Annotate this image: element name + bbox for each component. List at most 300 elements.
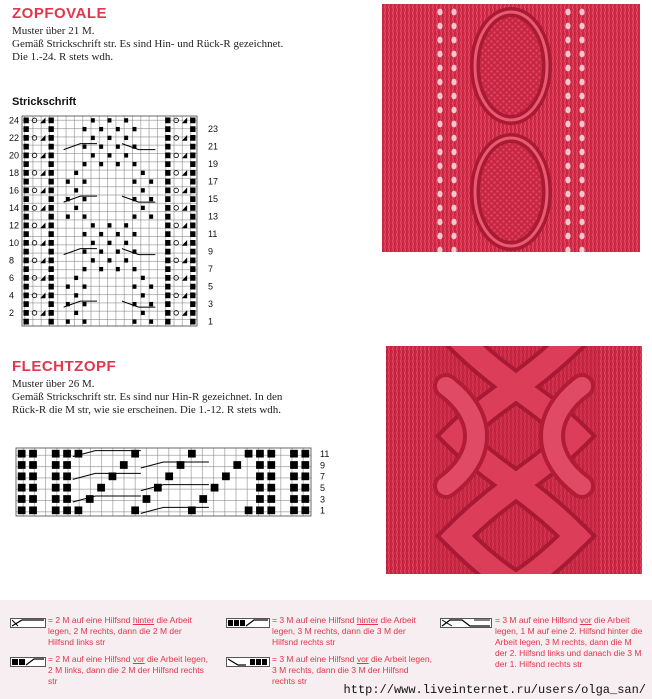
section1-line1: Muster über 21 M.	[12, 25, 95, 37]
chart2-row-number: 3	[320, 494, 326, 505]
purl-mark	[116, 249, 120, 253]
purl-mark	[267, 472, 275, 480]
purl-mark	[165, 214, 170, 220]
legend-item-3: = 3 M auf eine Hilfsnd hinter die Arbeit legen, 3 M rechts, dann die 3 M der Hilfsnd rechts str	[272, 615, 416, 647]
purl-mark	[165, 170, 170, 176]
purl-mark	[108, 118, 112, 122]
purl-mark	[83, 179, 87, 183]
purl-mark	[49, 319, 54, 325]
eyelet-hole	[565, 65, 570, 72]
eyelet-hole	[579, 37, 584, 44]
purl-mark	[267, 506, 275, 514]
purl-mark	[301, 461, 309, 469]
purl-mark	[165, 275, 170, 281]
purl-mark	[66, 214, 70, 218]
purl-mark	[52, 472, 60, 480]
purl-mark	[49, 196, 54, 202]
knit-photo-braid-cable	[386, 346, 642, 574]
purl-mark	[49, 223, 54, 229]
purl-mark	[124, 258, 128, 262]
purl-mark	[149, 284, 153, 288]
cable-3-3-back-symbol	[226, 618, 270, 628]
eyelet-hole	[451, 51, 456, 58]
purl-mark	[24, 223, 29, 229]
purl-mark	[124, 241, 128, 245]
purl-mark	[256, 506, 264, 514]
purl-mark	[116, 127, 120, 131]
purl-mark	[91, 241, 95, 245]
purl-mark	[24, 284, 29, 290]
purl-mark	[83, 232, 87, 236]
eyelet-hole	[451, 121, 456, 128]
chart1-row-number: 15	[208, 194, 219, 205]
purl-mark	[29, 495, 37, 503]
eyelet-hole	[437, 93, 442, 100]
purl-mark	[165, 179, 170, 185]
purl-mark	[190, 249, 195, 255]
purl-mark	[49, 293, 54, 299]
purl-mark	[165, 319, 170, 325]
chart2-row-number: 9	[320, 460, 326, 471]
purl-mark	[190, 205, 195, 211]
eyelet-hole	[437, 149, 442, 156]
purl-mark	[165, 240, 170, 246]
eyelet-hole	[565, 79, 570, 86]
purl-mark	[49, 126, 54, 132]
eyelet-hole	[579, 51, 584, 58]
purl-mark	[190, 126, 195, 132]
chart1-label: Strickschrift	[12, 96, 77, 108]
purl-mark	[165, 266, 170, 272]
eyelet-hole	[579, 205, 584, 212]
purl-mark	[290, 450, 298, 458]
purl-mark	[49, 240, 54, 246]
purl-mark	[52, 506, 60, 514]
knit-photo-oval-cable	[382, 4, 640, 252]
zopfovale-chart	[8, 112, 230, 334]
purl-mark	[301, 495, 309, 503]
purl-mark	[99, 267, 103, 271]
eyelet-hole	[579, 219, 584, 226]
chart1-row-number: 22	[9, 132, 20, 143]
purl-mark	[52, 461, 60, 469]
purl-mark	[74, 276, 78, 280]
purl-mark	[52, 484, 60, 492]
purl-mark	[29, 506, 37, 514]
purl-mark	[49, 301, 54, 307]
chart1-row-number: 8	[9, 255, 15, 266]
eyelet-hole	[437, 135, 442, 142]
purl-mark	[149, 179, 153, 183]
eyelet-hole	[437, 65, 442, 72]
purl-mark	[24, 161, 29, 167]
purl-mark	[267, 484, 275, 492]
eyelet-hole	[437, 163, 442, 170]
purl-mark	[190, 179, 195, 185]
purl-mark	[108, 153, 112, 157]
eyelet-hole	[579, 135, 584, 142]
purl-mark	[83, 144, 87, 148]
purl-mark	[149, 302, 153, 306]
eyelet-hole	[579, 233, 584, 240]
eyelet-hole	[579, 149, 584, 156]
legend-item-2: = 2 M auf eine Hilfsnd vor die Arbeit legen, 2 M links, dann die 2 M der Hilfsnd rechts str	[48, 654, 208, 686]
purl-mark	[83, 319, 87, 323]
purl-mark	[190, 258, 195, 264]
eyelet-hole	[565, 205, 570, 212]
purl-mark	[116, 162, 120, 166]
purl-mark	[97, 484, 105, 492]
purl-mark	[18, 450, 26, 458]
purl-mark	[190, 284, 195, 290]
section2-line1: Muster über 26 M.	[12, 378, 95, 390]
purl-mark	[24, 319, 29, 325]
eyelet-hole	[579, 23, 584, 30]
purl-mark	[233, 461, 241, 469]
legend-item-5: = 3 M auf eine Hilfsnd vor die Arbeit legen, 1 M auf eine 2. Hilfsnd hinter die Arbeit legen, 3 M rechts, dann die M der 2. Hilfsnd links und danach die 3 M der 1. Hilfsnd rechts str	[495, 615, 643, 669]
eyelet-hole	[451, 37, 456, 44]
eyelet-hole	[565, 163, 570, 170]
flechtzopf-photo	[386, 346, 642, 574]
chart1-row-number: 6	[9, 272, 15, 283]
purl-mark	[74, 293, 78, 297]
eyelet-hole	[579, 163, 584, 170]
purl-mark	[99, 232, 103, 236]
purl-mark	[149, 214, 153, 218]
chart2-row-number: 5	[320, 483, 326, 494]
chart1-row-number: 24	[9, 115, 20, 126]
eyelet-hole	[437, 51, 442, 58]
purl-mark	[24, 231, 29, 237]
cable-3-1-3-symbol	[440, 618, 492, 628]
purl-mark	[190, 188, 195, 194]
chart2-row-number: 7	[320, 471, 326, 482]
chart1-grid	[22, 116, 197, 326]
cable-2-2-back-symbol	[10, 618, 46, 628]
eyelet-hole	[565, 191, 570, 198]
purl-mark	[83, 302, 87, 306]
chart1-row-number: 1	[208, 316, 214, 327]
legend-item-1: = 2 M auf eine Hilfsnd hinter die Arbeit legen, 2 M rechts, dann die 2 M der Hilfsnd links str	[48, 615, 192, 647]
purl-mark	[124, 153, 128, 157]
purl-mark	[245, 450, 253, 458]
purl-mark	[108, 136, 112, 140]
purl-mark	[190, 240, 195, 246]
purl-mark	[190, 135, 195, 141]
purl-mark	[256, 461, 264, 469]
purl-mark	[99, 144, 103, 148]
eyelet-hole	[451, 163, 456, 170]
purl-mark	[83, 214, 87, 218]
purl-mark	[49, 144, 54, 150]
eyelet-hole	[579, 177, 584, 184]
purl-mark	[165, 153, 170, 159]
purl-mark	[74, 188, 78, 192]
chart2-row-number: 11	[320, 449, 330, 460]
purl-mark	[124, 118, 128, 122]
purl-mark	[190, 118, 195, 124]
purl-mark	[29, 472, 37, 480]
purl-mark	[49, 275, 54, 281]
chart2-grid	[16, 448, 311, 516]
chart1-row-number: 21	[208, 141, 219, 152]
purl-mark	[49, 310, 54, 316]
purl-mark	[24, 266, 29, 272]
chart1-row-number: 4	[9, 290, 15, 301]
flechtzopf-chart	[12, 444, 342, 522]
eyelet-hole	[437, 37, 442, 44]
chart1-row-number: 20	[9, 150, 20, 161]
purl-mark	[131, 506, 139, 514]
purl-mark	[165, 310, 170, 316]
purl-mark	[199, 495, 207, 503]
chart1-row-number: 2	[9, 307, 15, 318]
purl-mark	[83, 284, 87, 288]
section2-title: FLECHTZOPF	[12, 358, 117, 375]
cable-3-3-front-symbol	[226, 657, 270, 667]
purl-mark	[18, 506, 26, 514]
eyelet-hole	[565, 121, 570, 128]
purl-mark	[18, 495, 26, 503]
eyelet-hole	[579, 121, 584, 128]
eyelet-hole	[437, 177, 442, 184]
chart1-row-number: 18	[9, 167, 20, 178]
section1-line2: Gemäß Strickschrift str. Es sind Hin- und Rück-R gezeichnet.	[12, 38, 284, 50]
purl-mark	[24, 205, 29, 211]
purl-mark	[141, 188, 145, 192]
purl-mark	[120, 461, 128, 469]
eyelet-hole	[451, 93, 456, 100]
purl-mark	[190, 170, 195, 176]
purl-mark	[301, 472, 309, 480]
chart1-row-number: 12	[9, 220, 20, 231]
purl-mark	[49, 161, 54, 167]
purl-mark	[99, 249, 103, 253]
purl-mark	[190, 214, 195, 220]
purl-mark	[149, 319, 153, 323]
purl-mark	[24, 126, 29, 132]
purl-mark	[66, 284, 70, 288]
purl-mark	[24, 240, 29, 246]
eyelet-hole	[565, 233, 570, 240]
purl-mark	[29, 450, 37, 458]
purl-mark	[133, 214, 137, 218]
purl-mark	[256, 495, 264, 503]
legend-item-4: = 3 M auf eine Hilfsnd vor die Arbeit legen, 3 M rechts, dann die 3 M der Hilfsnd rechts str	[272, 654, 432, 686]
purl-mark	[24, 153, 29, 159]
eyelet-hole	[437, 107, 442, 114]
purl-mark	[66, 179, 70, 183]
purl-mark	[63, 461, 71, 469]
purl-mark	[133, 179, 137, 183]
eyelet-hole	[451, 177, 456, 184]
purl-mark	[91, 258, 95, 262]
purl-mark	[222, 472, 230, 480]
purl-mark	[141, 206, 145, 210]
eyelet-hole	[579, 191, 584, 198]
purl-mark	[18, 484, 26, 492]
eyelet-hole	[565, 93, 570, 100]
purl-mark	[211, 484, 219, 492]
purl-mark	[165, 196, 170, 202]
purl-mark	[133, 284, 137, 288]
purl-mark	[165, 472, 173, 480]
purl-mark	[301, 484, 309, 492]
eyelet-hole	[451, 135, 456, 142]
chart1-row-number: 14	[9, 202, 20, 213]
eyelet-hole	[451, 205, 456, 212]
purl-mark	[24, 310, 29, 316]
purl-mark	[141, 276, 145, 280]
eyelet-hole	[451, 23, 456, 30]
eyelet-hole	[579, 65, 584, 72]
purl-mark	[245, 506, 253, 514]
purl-mark	[190, 319, 195, 325]
purl-mark	[52, 495, 60, 503]
chart1-row-number: 10	[9, 237, 20, 248]
purl-mark	[24, 118, 29, 124]
purl-mark	[116, 232, 120, 236]
purl-mark	[29, 461, 37, 469]
purl-mark	[18, 461, 26, 469]
purl-mark	[133, 162, 137, 166]
eyelet-hole	[451, 9, 456, 16]
purl-mark	[24, 293, 29, 299]
purl-mark	[91, 118, 95, 122]
eyelet-hole	[451, 65, 456, 72]
purl-mark	[133, 267, 137, 271]
purl-mark	[267, 450, 275, 458]
purl-mark	[66, 319, 70, 323]
eyelet-hole	[437, 205, 442, 212]
eyelet-hole	[437, 79, 442, 86]
purl-mark	[165, 301, 170, 307]
watermark-url: http://www.liveinternet.ru/users/olga_san/	[343, 683, 646, 697]
purl-mark	[165, 205, 170, 211]
purl-mark	[52, 450, 60, 458]
purl-mark	[24, 258, 29, 264]
purl-mark	[165, 284, 170, 290]
chart1-row-number: 23	[208, 124, 219, 135]
purl-mark	[190, 231, 195, 237]
section2-line2: Gemäß Strickschrift str. Es sind nur Hin-R gezeichnet. In den	[12, 391, 283, 403]
purl-mark	[141, 171, 145, 175]
purl-mark	[29, 484, 37, 492]
chart1-row-number: 3	[208, 299, 214, 310]
purl-mark	[165, 118, 170, 124]
eyelet-hole	[579, 9, 584, 16]
purl-mark	[91, 136, 95, 140]
eyelet-hole	[451, 219, 456, 226]
purl-mark	[116, 144, 120, 148]
purl-mark	[301, 450, 309, 458]
purl-mark	[165, 135, 170, 141]
purl-mark	[24, 179, 29, 185]
purl-mark	[190, 301, 195, 307]
purl-mark	[124, 223, 128, 227]
purl-mark	[18, 472, 26, 480]
purl-mark	[83, 127, 87, 131]
purl-mark	[49, 170, 54, 176]
purl-mark	[24, 275, 29, 281]
purl-mark	[83, 249, 87, 253]
purl-mark	[49, 231, 54, 237]
purl-mark	[190, 310, 195, 316]
chart1-row-number: 5	[208, 281, 214, 292]
purl-mark	[49, 249, 54, 255]
purl-mark	[74, 206, 78, 210]
purl-mark	[190, 223, 195, 229]
purl-mark	[190, 153, 195, 159]
purl-mark	[91, 223, 95, 227]
purl-mark	[24, 214, 29, 220]
purl-mark	[165, 231, 170, 237]
purl-mark	[290, 472, 298, 480]
purl-mark	[108, 223, 112, 227]
purl-mark	[143, 495, 151, 503]
purl-mark	[190, 144, 195, 150]
eyelet-hole	[579, 93, 584, 100]
purl-mark	[165, 258, 170, 264]
section2-line3: Rück-R die M str, wie sie erscheinen. Die 1.-12. R stets wdh.	[12, 404, 282, 416]
eyelet-hole	[565, 23, 570, 30]
chart1-row-number: 9	[208, 246, 214, 257]
purl-mark	[99, 162, 103, 166]
purl-mark	[49, 153, 54, 159]
purl-mark	[74, 171, 78, 175]
purl-mark	[24, 144, 29, 150]
purl-mark	[49, 188, 54, 194]
chart1-row-number: 7	[208, 264, 214, 275]
eyelet-hole	[437, 191, 442, 198]
purl-mark	[124, 136, 128, 140]
purl-mark	[63, 450, 71, 458]
chart1-row-number: 11	[208, 229, 218, 240]
eyelet-hole	[451, 191, 456, 198]
purl-mark	[75, 506, 83, 514]
eyelet-hole	[565, 135, 570, 142]
purl-mark	[99, 127, 103, 131]
purl-mark	[24, 196, 29, 202]
purl-mark	[290, 506, 298, 514]
purl-mark	[141, 293, 145, 297]
purl-mark	[83, 267, 87, 271]
eyelet-hole	[437, 233, 442, 240]
purl-mark	[149, 197, 153, 201]
cable-2-2-front-symbol	[10, 657, 46, 667]
purl-mark	[256, 472, 264, 480]
purl-mark	[49, 214, 54, 220]
eyelet-hole	[565, 107, 570, 114]
purl-mark	[290, 495, 298, 503]
purl-mark	[83, 197, 87, 201]
purl-mark	[49, 205, 54, 211]
eyelet-hole	[565, 37, 570, 44]
purl-mark	[24, 188, 29, 194]
eyelet-hole	[437, 121, 442, 128]
purl-mark	[91, 153, 95, 157]
chart1-row-number: 17	[208, 176, 219, 187]
purl-mark	[24, 301, 29, 307]
purl-mark	[256, 450, 264, 458]
purl-mark	[301, 506, 309, 514]
chart2-row-number: 1	[320, 505, 326, 516]
eyelet-hole	[565, 219, 570, 226]
purl-mark	[108, 258, 112, 262]
purl-mark	[108, 241, 112, 245]
eyelet-hole	[565, 9, 570, 16]
purl-mark	[83, 162, 87, 166]
